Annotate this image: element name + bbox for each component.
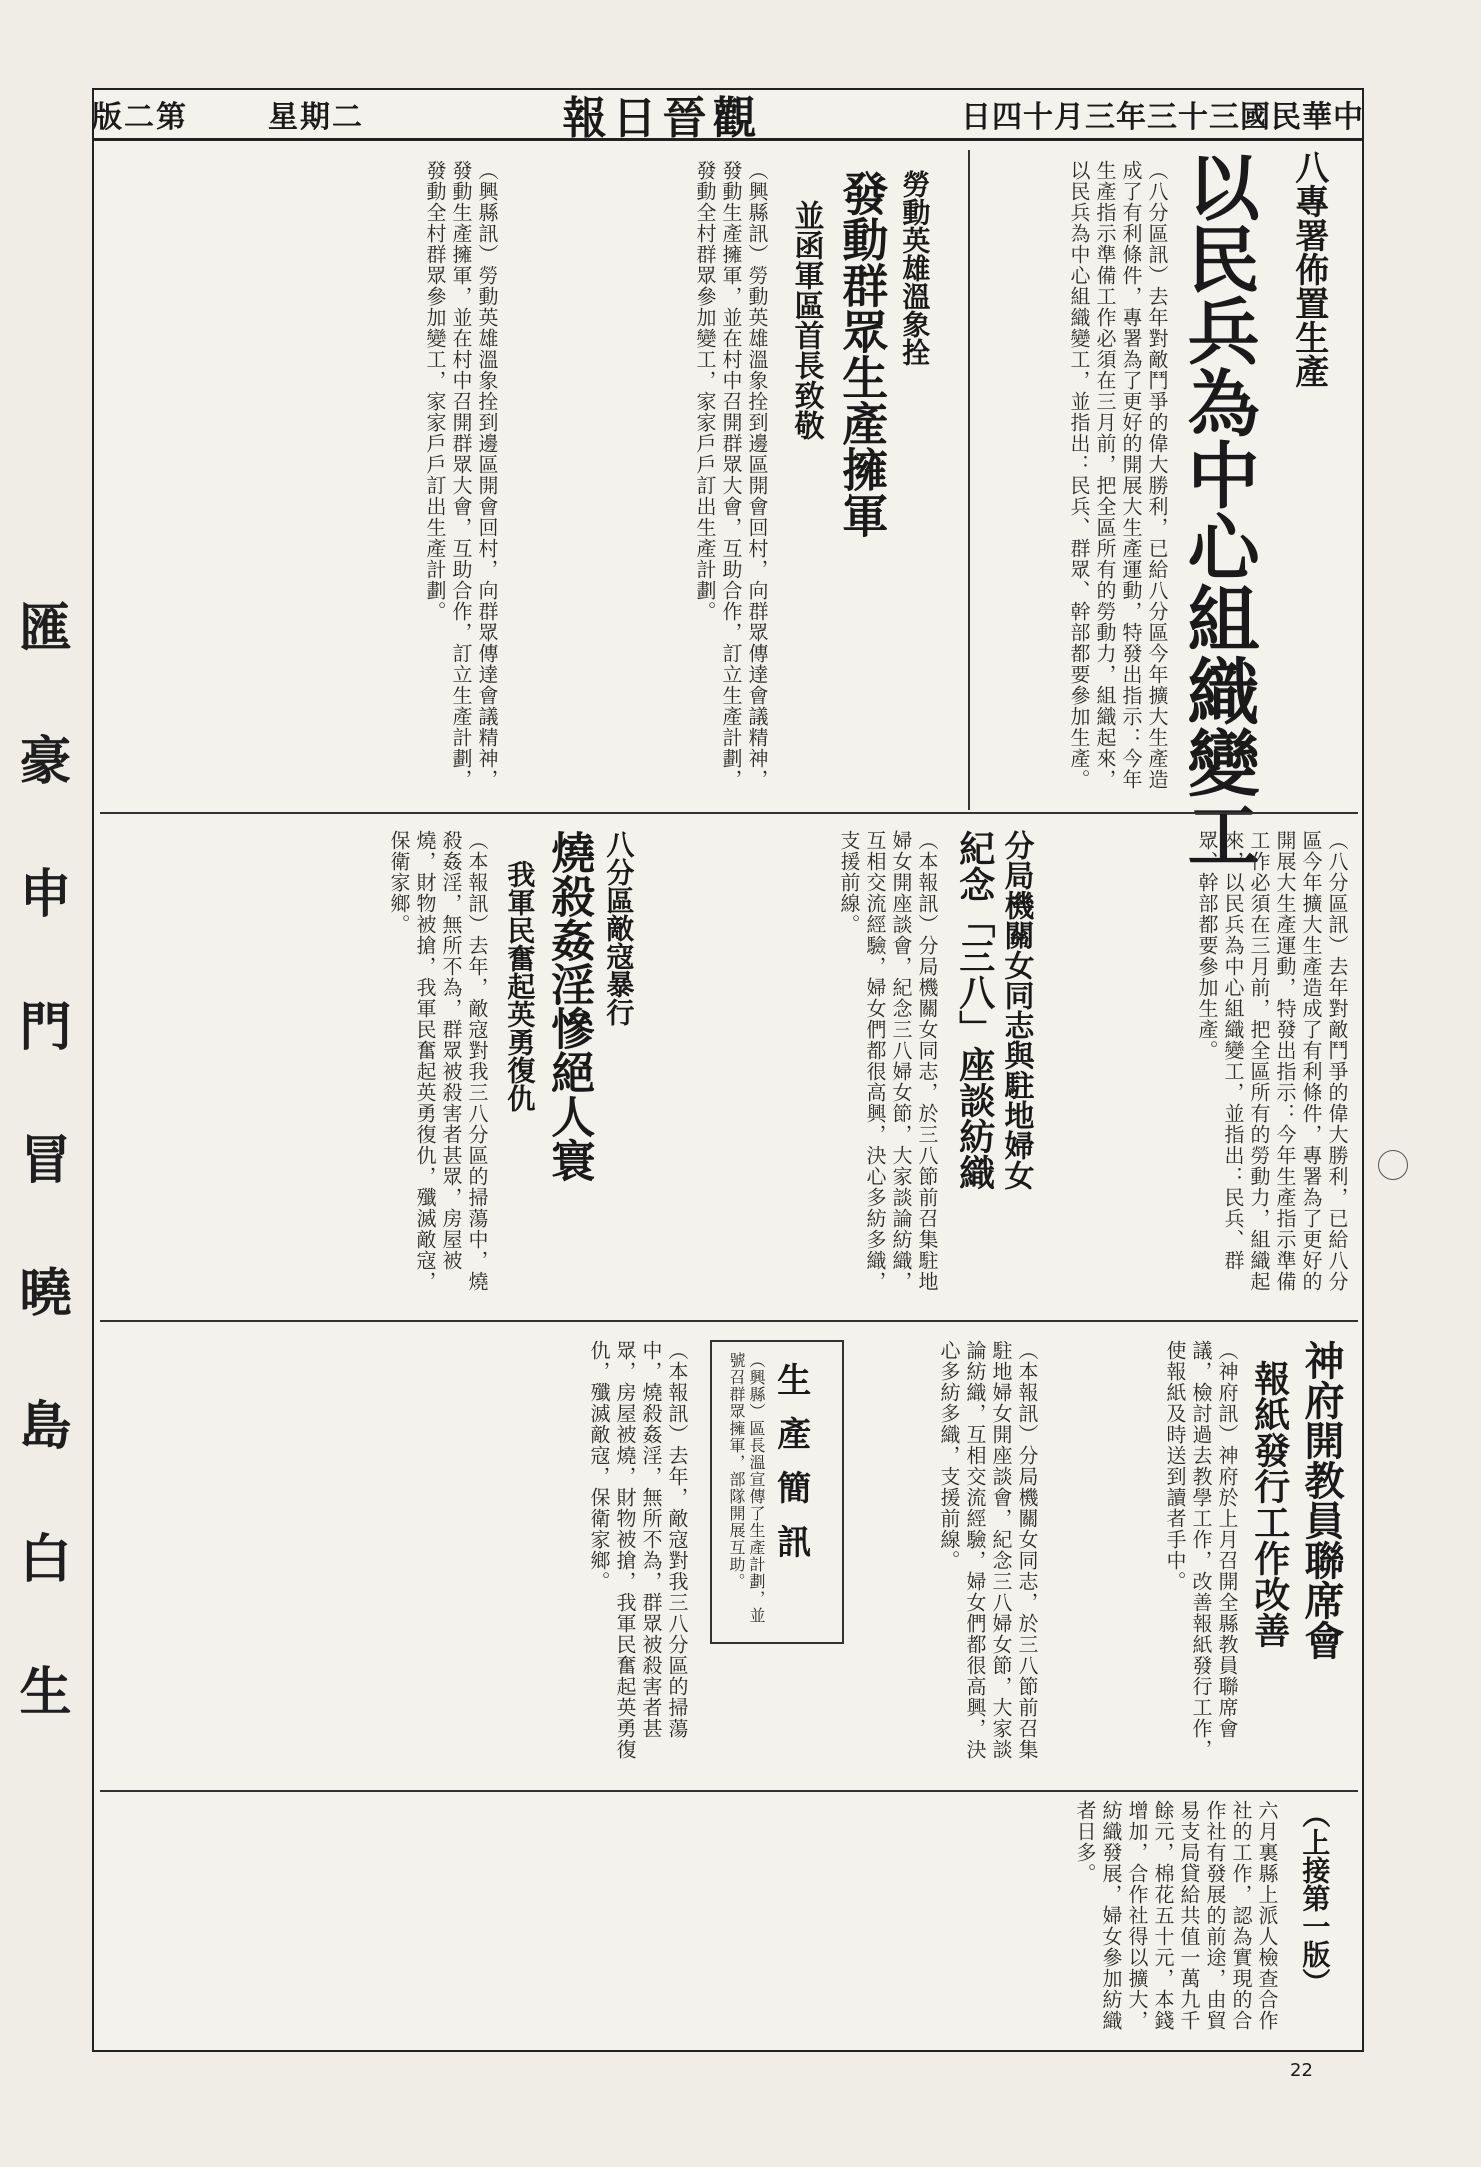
circle-mark xyxy=(1378,1150,1408,1180)
atrocity-sub: 我軍民奮起英勇復仇 xyxy=(503,860,537,1112)
masthead-rule xyxy=(92,138,1364,141)
production-brief-headline: 生產簡訊 xyxy=(770,1362,811,1578)
masthead-left xyxy=(92,92,364,136)
main-body: （八分區訊）去年對敵鬥爭的偉大勝利，已給八分區今年擴大生產造成了有利條件，專署為了更好的開展大生產運動，特發出指示：今年生產指示準備工作必須在三月前，把全區所有的勞動力，組織起來，以民兵為中心組織變工，並指出：民兵、群眾、幹部都要參加生產。 xyxy=(1067,160,1169,790)
weekday: 星期二 xyxy=(268,100,364,135)
production-brief-body: （興縣）區長溫宣傳了生產計劃，並號召群眾擁軍，部隊開展互助。 xyxy=(727,1352,766,1624)
atrocity-kicker: 八分區敵寇暴行 xyxy=(602,830,636,1026)
divider xyxy=(100,812,1358,814)
atrocity-headline: 燒殺姦淫慘絕人寰 xyxy=(543,830,595,1182)
left-lower-body: （本報訊）去年，敵寇對我三八分區的掃蕩中，燒殺姦淫，無所不為，群眾被殺害者甚眾，房屋被燒，財物被搶，我軍民奮起英勇復仇，殲滅敵寇，保衛家鄉。 xyxy=(587,1340,689,1760)
hero-body: （興縣訊）勞動英雄溫象拴到邊區開會回村，向群眾傳達會議精神，發動生產擁軍，並在村中召開群眾大會，互助合作，訂立生產計劃，發動全村群眾參加變工，家家戶戶訂出生產計劃。 xyxy=(693,160,769,790)
issue-date: 日四十月三年三十三國民華中 xyxy=(961,100,1364,135)
shenfu-sub: 報紙發行工作改善 xyxy=(1248,1360,1291,1648)
side-stamp-text: 匯 豪 申 門 冒 曉 島 白 生 xyxy=(10,600,71,1726)
left-upper-body: （興縣訊）勞動英雄溫象拴到邊區開會回村，向群眾傳達會議精神，發動生產擁軍，並在村中召開群眾大會，互助合作，訂立生產計劃，發動全村群眾參加變工，家家戶戶訂出生產計劃。 xyxy=(423,160,499,790)
divider xyxy=(100,1320,1358,1322)
shenfu-headline: 神府開教員聯席會 xyxy=(1298,1340,1345,1660)
atrocity-body: （本報訊）去年，敵寇對我三八分區的掃蕩中，燒殺姦淫，無所不為，群眾被殺害者甚眾，房屋被燒，財物被搶，我軍民奮起英勇復仇，殲滅敵寇，保衛家鄉。 xyxy=(387,830,489,1292)
shenfu-body: （神府訊）神府於上月召開全縣教員聯席會議，檢討過去教學工作，改善報紙發行工作，使報紙及時送到讀者手中。 xyxy=(1163,1340,1239,1760)
main-headline: 以民兵為中心組織變工 xyxy=(1175,150,1261,870)
right-middle-body: （八分區訊）去年對敵鬥爭的偉大勝利，已給八分區今年擴大生產造成了有利條件，專署為了更好的開展大生產運動，特發出指示：今年生產指示準備工作必須在三月前，把全區所有的勞動力，組織起來，以民兵為中心組織變工，並指出：民兵、群眾、幹部都要參加生產。 xyxy=(1195,830,1349,1292)
main-kicker: 八專署佈置生產 xyxy=(1288,150,1329,388)
hero-sub: 並函軍區首長致敬 xyxy=(788,200,824,440)
newspaper-title: 報日晉觀 xyxy=(562,93,763,144)
womens-kicker: 分局機關女同志與駐地婦女 xyxy=(998,830,1034,1190)
continued-headline: （上接第一版） xyxy=(1298,1800,1332,1996)
womens-body: （本報訊）分局機關女同志，於三八節前召集駐地婦女開座談會，紀念三八婦女節，大家談論紡織，互相交流經驗，婦女們都很高興，決心多紡多織，支援前線。 xyxy=(837,830,939,1292)
production-brief-box xyxy=(710,1340,844,1644)
divider xyxy=(100,1790,1358,1792)
divider xyxy=(968,150,970,810)
page-label: 版二第 xyxy=(92,100,188,135)
middle-lower-body: （本報訊）分局機關女同志，於三八節前召集駐地婦女開座談會，紀念三八婦女節，大家談論紡織，互相交流經驗，婦女們都很高興，決心多紡多織，支援前線。 xyxy=(937,1340,1039,1760)
hero-headline: 發動群眾生產擁軍 xyxy=(835,170,890,538)
womens-headline: 紀念「三八」座談紡織 xyxy=(953,830,996,1190)
continued-body: 六月裏縣上派人檢查合作社的工作，認為實現的合作社有發展的前途，由貿易支局貸給共值一萬九千餘元，棉花五十元，本錢增加，合作社得以擴大，紡織發展，婦女參加紡織者日多。 xyxy=(1073,1800,1279,2031)
page-number: 22 xyxy=(1290,2060,1313,2081)
hero-kicker: 勞動英雄溫象拴 xyxy=(898,170,932,366)
masthead xyxy=(92,92,1364,144)
